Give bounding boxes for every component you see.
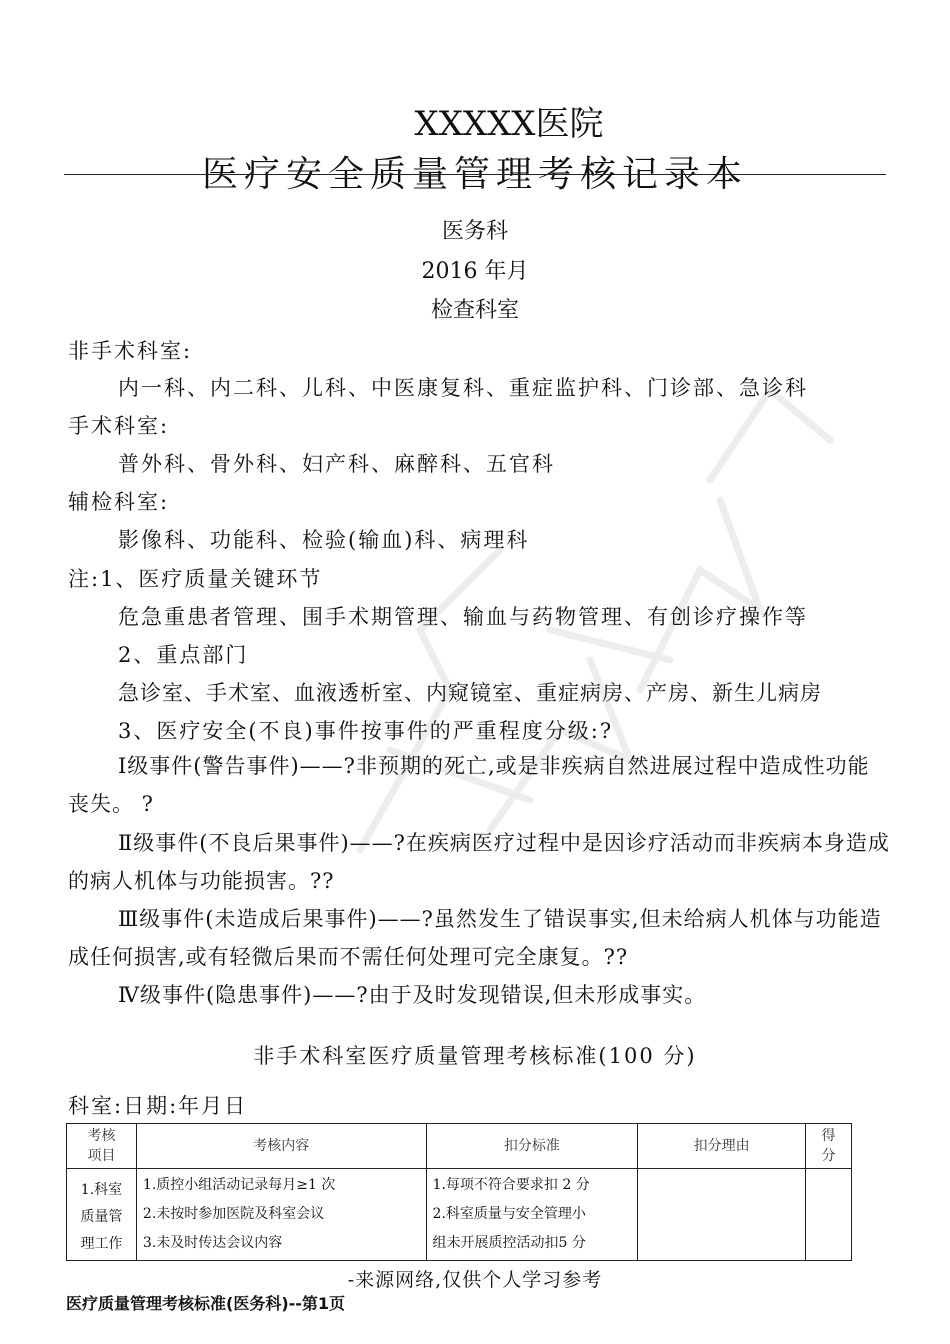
title-strike-line	[64, 174, 886, 175]
source-note: -来源网络,仅供个人学习参考	[347, 1269, 603, 1291]
assessment-table	[66, 1123, 852, 1261]
note-2: 2、重点部门	[118, 643, 249, 667]
table-row	[67, 1169, 852, 1261]
event-level-3: Ⅲ级事件(未造成后果事件)——?虽然发生了错误事实,但未给病人机体与功能造成任何损害,或有轻微后果而不需任何处理可完全康复。??	[68, 907, 882, 969]
document-date: 2016 年月	[421, 259, 529, 284]
non-surgical-label: 非手术科室:	[68, 339, 193, 363]
surgical-list: 普外科、骨外科、妇产科、麻醉科、五官科	[118, 452, 555, 476]
header-content: 考核内容	[136, 1124, 426, 1169]
page-footer: 医疗质量管理考核标准(医务科)--第1页	[66, 1294, 346, 1313]
event-level-4: Ⅳ级事件(隐患事件)——?由于及时发现错误,但未形成事实。	[118, 983, 707, 1007]
header-score: 得 分	[806, 1124, 852, 1169]
row-reason[interactable]	[638, 1169, 806, 1261]
row-criteria: 1.每项不符合要求扣 2 分 2.科室质量与安全管理小 组未开展质控活动扣5 分	[426, 1169, 638, 1261]
note-1-detail: 危急重患者管理、围手术期管理、输血与药物管理、有创诊疗操作等	[118, 605, 808, 629]
table-header-row	[67, 1124, 852, 1169]
note-2-detail: 急诊室、手术室、血液透析室、内窥镜室、重症病房、产房、新生儿病房	[118, 681, 822, 705]
note-1: 注:1、医疗质量关键环节	[68, 567, 323, 591]
note-3: 3、医疗安全(不良)事件按事件的严重程度分级:?	[118, 719, 614, 743]
auxiliary-label: 辅检科室:	[68, 490, 170, 514]
header-reason: 扣分理由	[638, 1124, 806, 1169]
hospital-name: XXXXX医院	[414, 104, 604, 144]
row-score[interactable]	[806, 1169, 852, 1261]
department-name: 医务科	[441, 219, 508, 244]
standard-meta: 科室:日期:年月日	[68, 1094, 248, 1118]
event-level-2: Ⅱ级事件(不良后果事件)——?在疾病医疗过程中是因诊疗活动而非疾病本身造成的病人机体与功能损害。??	[68, 831, 890, 893]
auxiliary-list: 影像科、功能科、检验(输血)科、病理科	[118, 528, 530, 552]
header-criteria: 扣分标准	[426, 1124, 638, 1169]
header-item: 考核 项目	[67, 1124, 137, 1169]
row-category: 1.科室 质量管 理工作	[67, 1169, 137, 1261]
standard-title: 非手术科室医疗质量管理考核标准(100 分)	[253, 1044, 697, 1068]
non-surgical-list: 内一科、内二科、儿科、中医康复科、重症监护科、门诊部、急诊科	[118, 376, 808, 400]
document-title: 医疗安全质量管理考核记录本	[201, 154, 748, 195]
event-level-1: Ⅰ级事件(警告事件)——?非预期的死亡,或是非疾病自然进展过程中造成性功能丧失。 ?	[68, 754, 870, 816]
section-title: 检查科室	[430, 298, 519, 323]
row-content: 1.质控小组活动记录每月≥1 次 2.未按时参加医院及科室会议 3.未及时传达会议内容	[136, 1169, 426, 1261]
surgical-label: 手术科室:	[68, 414, 170, 438]
